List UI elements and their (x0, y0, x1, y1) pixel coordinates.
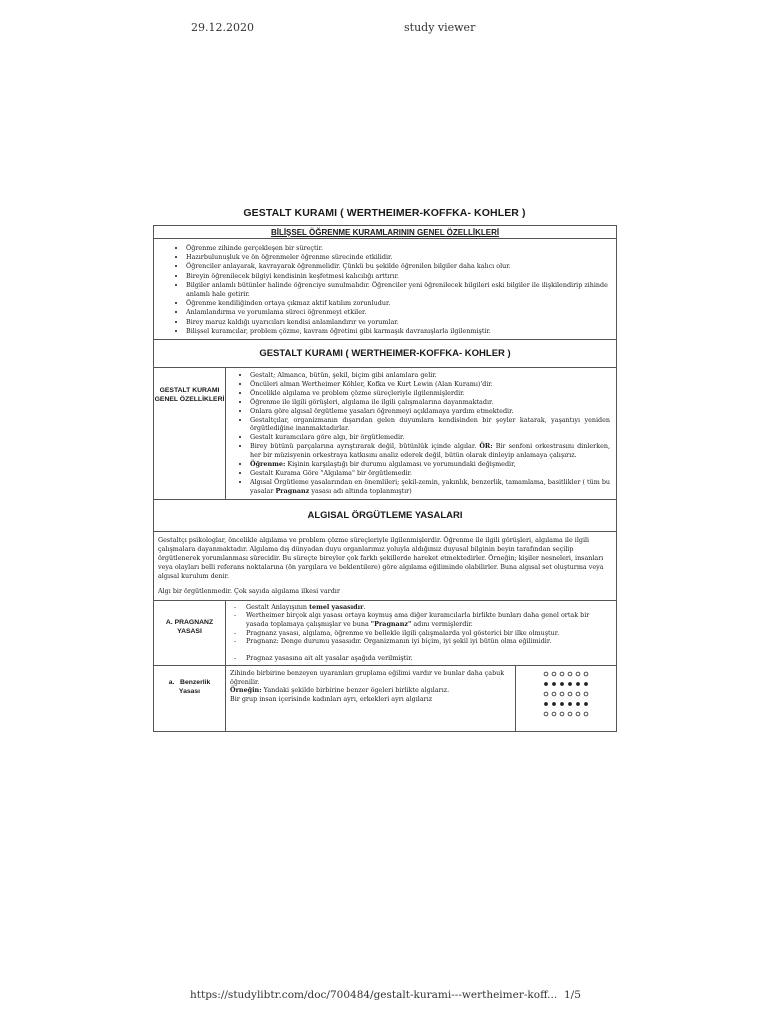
open-dot (576, 692, 580, 696)
section2-item-bold: Pragnanz (275, 486, 310, 495)
filled-dot (560, 682, 564, 686)
pragnanz-item-text: Wertheimer birçok algı yasası ortaya koymuş ama diğer kuramcılarla birlikte bunları daha genel ortak bir yasada toplamaya çalışmışlar ve buna (246, 611, 590, 628)
benzerlik-label-prefix: a. (168, 679, 175, 687)
section1-item: • Anlamlandırma ve yorumlama süreci öğrenmeyi etkiler. (186, 308, 610, 317)
print-date: 29.12.2020 (191, 21, 254, 34)
section2-item (250, 407, 610, 416)
similarity-dots-figure (542, 670, 592, 726)
section2-item-text: Öncüleri alman Wertheimer Köhler, Kofka ve Kurt Lewin (Alan Kuramı)'dir. (250, 379, 493, 388)
section1-item: • Bilişsel kuramcılar, problem çözme, kavram öğretimi gibi karmaşık davranışlarla ilgilenmiştir. (186, 327, 610, 336)
document-page (153, 205, 616, 732)
open-dot (584, 692, 588, 696)
section1-list (154, 239, 616, 339)
section2-item-text: Algısal Örgütleme yasalarından en önemlileri; şekil-zemin, yakınlık, benzerlik, tamamlama, basitlikler ( tüm bu yasalar (250, 477, 611, 495)
benzerlik-row (154, 666, 617, 732)
section1-body-row (154, 239, 617, 340)
section1-heading-row (154, 226, 617, 239)
open-dot (552, 692, 556, 696)
section2-item-text: Gestalt; Almanca, bütün, şekil, biçim gibi anlamlara gelir. (250, 371, 437, 380)
benzerlik-line3: Bir grup insan içerisinde kadınları ayrı, erkekleri ayrı algılarız (230, 695, 433, 704)
section2-item (250, 380, 610, 389)
section2-item (250, 416, 610, 434)
section2-item-text: Öğrenme ile ilgili görüşleri, algılama ile ilgili çalışmalarına dayanmaktadır. (250, 397, 494, 406)
section1-item: • Öğrenciler anlayarak, kavrayarak öğrenmelidir. Çünkü bu şekilde öğrenilen bilgiler daha kalıcı olur. (186, 262, 610, 271)
benzerlik-label (154, 666, 225, 700)
section2-item-bold: ÖR: (479, 442, 493, 451)
section2-item (250, 469, 610, 478)
section1-item: • Öğrenme kendiliğinden ortaya çıkmaz aktif katılım zorunludur. (186, 299, 610, 308)
section2-item-text: Gestalt kuramcılara göre algı, bir örgütlemedir. (250, 433, 405, 442)
document-title: GESTALT KURAMI ( WERTHEIMER-KOFFKA- KOHLER ) (243, 207, 526, 219)
section3-paragraph2: Algı bir örgütlenmedir. Çok sayıda algılama ilkesi vardır (158, 586, 340, 595)
pragnanz-item (246, 654, 610, 663)
pragnanz-item-text: Gestalt Anlayışının (246, 602, 310, 611)
section2-item-text: Gestaltçılar, organizmanın dışarıdan gelen duyumlara kendisinden bir şeyler katarak, yaşantıyı yeniden örgütlediğine inanmaktadırlar. (250, 415, 611, 433)
pragnanz-label: A. PRAGNANZ YASASI (165, 618, 214, 635)
benzerlik-figure-cell (516, 666, 617, 732)
section2-list (226, 368, 616, 499)
section2-item-text: yasası adı altında toplanmıştır) (309, 486, 412, 495)
section2-item-text: Bir senfoni orkestrasını dinlerken, her bir müzisyenin orkestraya katkısını analiz ederek değil, bütün olarak dinleyip anlamaya çalışırız. (250, 442, 611, 460)
section3-text (154, 532, 616, 600)
open-dot (568, 712, 572, 716)
open-dot (584, 672, 588, 676)
filled-dot (544, 682, 548, 686)
section2-item (250, 478, 610, 496)
section2-item (250, 398, 610, 407)
filled-dot (568, 682, 572, 686)
filled-dot (560, 702, 564, 706)
section2-body-row (154, 368, 617, 500)
section2-item-text: Onlara göre algısal örgütleme yasaları öğrenmeyi açıklamaya yardım etmektedir. (250, 406, 514, 415)
section2-item-text: Öncelikle algılama ve problem çözme süreçleriyle ilgilenmişlerdir. (250, 388, 465, 397)
pragnanz-item-bold: "Pragnanz" (370, 619, 412, 628)
print-page-number: 1/5 (564, 989, 581, 1001)
open-dot (560, 672, 564, 676)
open-dot (576, 712, 580, 716)
filled-dot (552, 682, 556, 686)
section3-body-row (154, 531, 617, 600)
section2-heading: GESTALT KURAMI ( WERTHEIMER-KOFFKA- KOHLER ) (259, 348, 511, 360)
open-dot (552, 712, 556, 716)
section1-item: • Öğrenme zihinde gerçekleşen bir süreçtir. (186, 244, 610, 253)
section2-label: GESTALT KURAMI GENEL ÖZELLİKLERİ (154, 387, 225, 404)
pragnanz-item-bold: temel yasasıdır (309, 602, 364, 611)
open-dot (568, 672, 572, 676)
pragnanz-item (246, 637, 610, 646)
pragnanz-item-text: Pragnanz: Denge durumu yasasıdır. Organizmanın iyi biçim, iyi şekil iyi bütün olma eğilimidir. (246, 637, 552, 646)
open-dot (576, 672, 580, 676)
pragnanz-item (246, 611, 610, 628)
open-dot (552, 672, 556, 676)
pragnanz-list (226, 601, 616, 666)
section1-item: • Bilgiler anlamlı bütünler halinde öğrenciye sunulmalıdır. Öğrenciler yeni öğrenilecek bilgileri eski bilgiler ile ilişkilendirip zihinde anlamlı hale getirir. (186, 281, 610, 299)
section2-heading-row (154, 340, 617, 368)
section3-heading: ALGISAL ÖRGÜTLEME YASALARI (307, 509, 463, 521)
open-dot (544, 712, 548, 716)
section1-heading: BİLİŞSEL ÖĞRENME KURAMLARININ GENEL ÖZELLİKLERİ (270, 228, 500, 237)
section3-heading-row (154, 499, 617, 531)
section1-item: • Hazırbulunuşluk ve ön öğrenmeler öğrenme sürecinde etkilidir. (186, 253, 610, 262)
pragnanz-item (246, 603, 610, 612)
section2-item (250, 442, 610, 460)
section2-item (250, 433, 610, 442)
filled-dot (576, 702, 580, 706)
benzerlik-example-label: Örneğin: (230, 686, 262, 695)
open-dot (544, 692, 548, 696)
open-dot (568, 692, 572, 696)
section1-item: • Birey maruz kaldığı uyarıcıları kendisi anlamlandırır ve yorumlar. (186, 318, 610, 327)
section3-paragraph1: Gestaltçı psikologlar, öncelikle algılama ve problem çözme süreçleriyle ilgilenmişlerdir. Öğrenme ile ilgili görüşleri, algılama ile ilgili çalışmalara dayanmaktadır. Algılama dış dünyadan duyu organlarımız yoluyla aldığımız duyusal bilginin beyin tarafından seçilip örgütlenerek yorumlanması sürecidir. Bu süreçte bireyler çok farklı şekillerde hareket etmektedirler. Örneğin; kişiler nesneleri, insanları veya olayları belli referans noktalarına (ön yargılara ve beklentilere) göre algılama eğiliminde olabilirler. Buna algısal set oluşturma veya algısal kurulum denir. (158, 535, 604, 580)
filled-dot (544, 702, 548, 706)
open-dot (544, 672, 548, 676)
section2-item-text: Kişinin karşılaştığı bir durumu algılaması ve yorumundaki değişmedir, (285, 460, 516, 469)
print-page-title: study viewer (404, 21, 476, 34)
filled-dot (584, 702, 588, 706)
benzerlik-text (226, 666, 515, 706)
print-url: https://studylibtr.com/doc/700484/gestalt-kurami---wertheimer-koff... (190, 989, 558, 1001)
pragnanz-item-text: Pragnaz yasasına ait alt yasalar aşağıda verilmiştir. (246, 653, 413, 662)
section2-item (250, 460, 610, 469)
section2-item-text: Birey bütünü parçalarına ayrıştırarak değil, bütünlük içinde algılar. (250, 442, 480, 451)
open-dot (560, 712, 564, 716)
benzerlik-example (230, 686, 511, 695)
filled-dot (552, 702, 556, 706)
section1-item: • Bireyin öğrenilecek bilgiyi kendisinin keşfetmesi kalıcılığı arttırır. (186, 272, 610, 281)
filled-dot (584, 682, 588, 686)
section2-item-text: Gestalt Kurama Göre "Algılama" bir örgütlemedir. (250, 469, 413, 477)
pragnanz-item-text: adını vermişlerdir. (411, 619, 473, 628)
section2-item-bold: Öğrenme: (250, 460, 286, 469)
content-table (153, 225, 617, 732)
pragnanz-item-text: Pragnanz yasası, algılama, öğrenme ve bellekle ilgili çalışmalarda yol gösterici bir ilke olmuştur. (246, 628, 560, 637)
open-dot (560, 692, 564, 696)
open-dot (584, 712, 588, 716)
filled-dot (568, 702, 572, 706)
pragnanz-item-text: . (363, 602, 366, 611)
pragnanz-item (246, 629, 610, 638)
section2-item (250, 371, 610, 380)
pragnanz-row (154, 600, 617, 666)
filled-dot (576, 682, 580, 686)
benzerlik-line1: Zihinde birbirine benzeyen uyaranları gruplama eğilimi vardır ve bunlar daha çabuk öğrenilir. (230, 669, 505, 686)
similarity-dots-svg (542, 670, 592, 726)
benzerlik-label-name: Benzerlik Yasası (178, 679, 211, 696)
section2-item (250, 389, 610, 398)
benzerlik-example-text: Yandaki şekilde birbirine benzer ögeleri birlikte algılarız. (261, 686, 450, 695)
